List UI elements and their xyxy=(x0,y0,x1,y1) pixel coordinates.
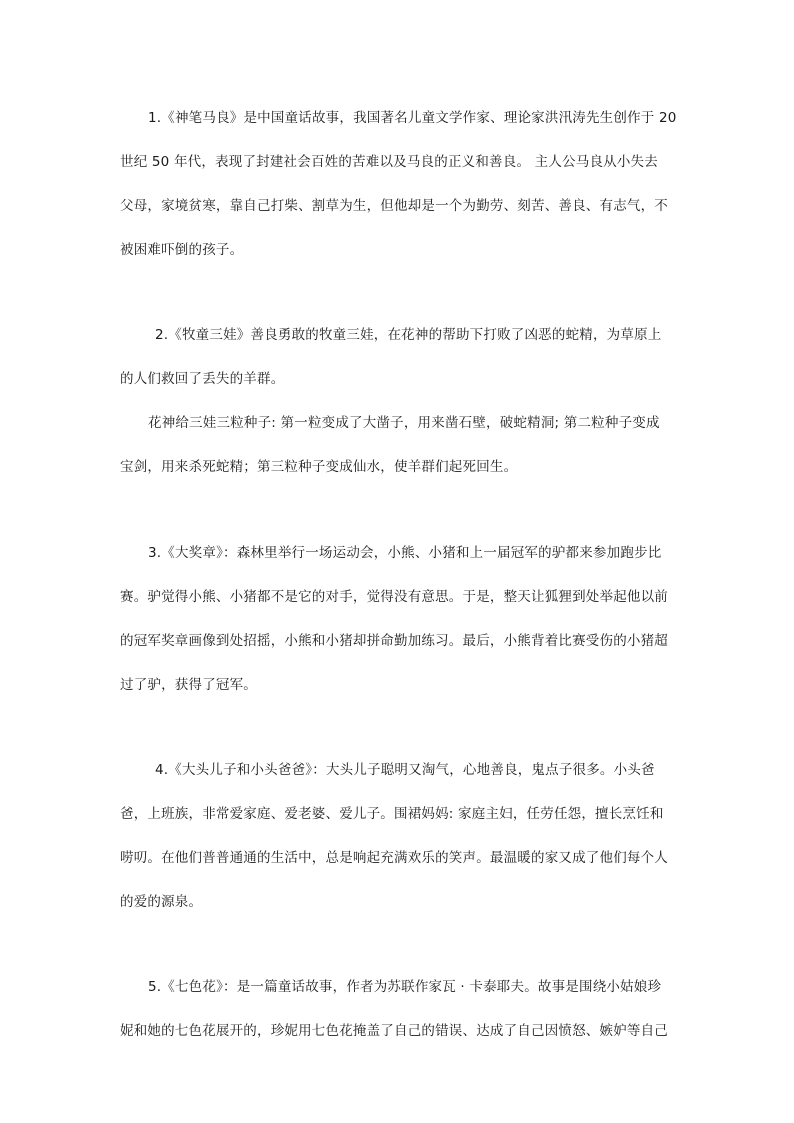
paragraph-2-line-2: 的人们救回了丢失的羊群。 xyxy=(120,371,285,387)
paragraph-5-line-3: 唠叨。在他们普普通通的生活中，总是响起充满欢乐的笑声。最温暖的家又成了他们每个人 xyxy=(120,850,668,866)
paragraph-4-line-1: 3.《大奖章》：森林里举行一场运动会，小熊、小猪和上一届冠军的驴都来参加跑步比 xyxy=(148,545,662,561)
paragraph-5-line-2: 爸，上班族，非常爱家庭、爱老婆、爱儿子。围裙妈妈: 家庭主妇，任劳任怨，擅长烹饪和 xyxy=(120,806,664,822)
paragraph-3-line-2: 宝剑，用来杀死蛇精；第三粒种子变成仙水，使羊群们起死回生。 xyxy=(120,459,518,475)
paragraph-5-line-1: 4.《大头儿子和小头爸爸》：大头儿子聪明又淘气，心地善良，鬼点子很多。小头爸 xyxy=(155,762,655,778)
paragraph-3-line-1: 花神给三娃三粒种子: 第一粒变成了大凿子，用来凿石壁，破蛇精洞; 第二粒种子变成 xyxy=(148,415,660,431)
paragraph-4-line-4: 过了驴，获得了冠军。 xyxy=(120,677,257,693)
paragraph-2-line-1: 2.《牧童三娃》善良勇敢的牧童三娃，在花神的帮助下打败了凶恶的蛇精，为草原上 xyxy=(155,327,662,343)
paragraph-1-line-4: 被困难吓倒的孩子。 xyxy=(120,242,244,258)
paragraph-5-line-4: 的爱的源泉。 xyxy=(120,894,203,910)
paragraph-4-line-2: 赛。驴觉得小熊、小猪都不是它的对手，觉得没有意思。于是，整天让狐狸到处举起他以前 xyxy=(120,589,668,605)
paragraph-4-line-3: 的冠军奖章画像到处招摇，小熊和小猪却拼命勤加练习。最后，小熊背着比赛受伤的小猪超 xyxy=(120,633,668,649)
paragraph-6-line-2: 妮和她的七色花展开的，珍妮用七色花掩盖了自己的错误、达成了自己因愤怒、嫉妒等自己 xyxy=(120,1023,668,1039)
paragraph-1-line-2: 世纪 50 年代，表现了封建社会百姓的苦难以及马良的正义和善良。 主人公马良从小失去 xyxy=(120,154,658,170)
paragraph-1-line-3: 父母，家境贫寒，靠自己打柴、割草为生，但他却是一个为勤劳、刻苦、善良、有志气，不 xyxy=(120,198,668,214)
paragraph-6-line-1: 5.《七色花》：是一篇童话故事，作者为苏联作家瓦 · 卡泰耶夫。故事是围绕小姑娘珍 xyxy=(148,979,662,995)
paragraph-1-line-1: 1.《神笔马良》是中国童话故事，我国著名儿童文学作家、理论家洪汛涛先生创作于 20 xyxy=(148,110,677,126)
